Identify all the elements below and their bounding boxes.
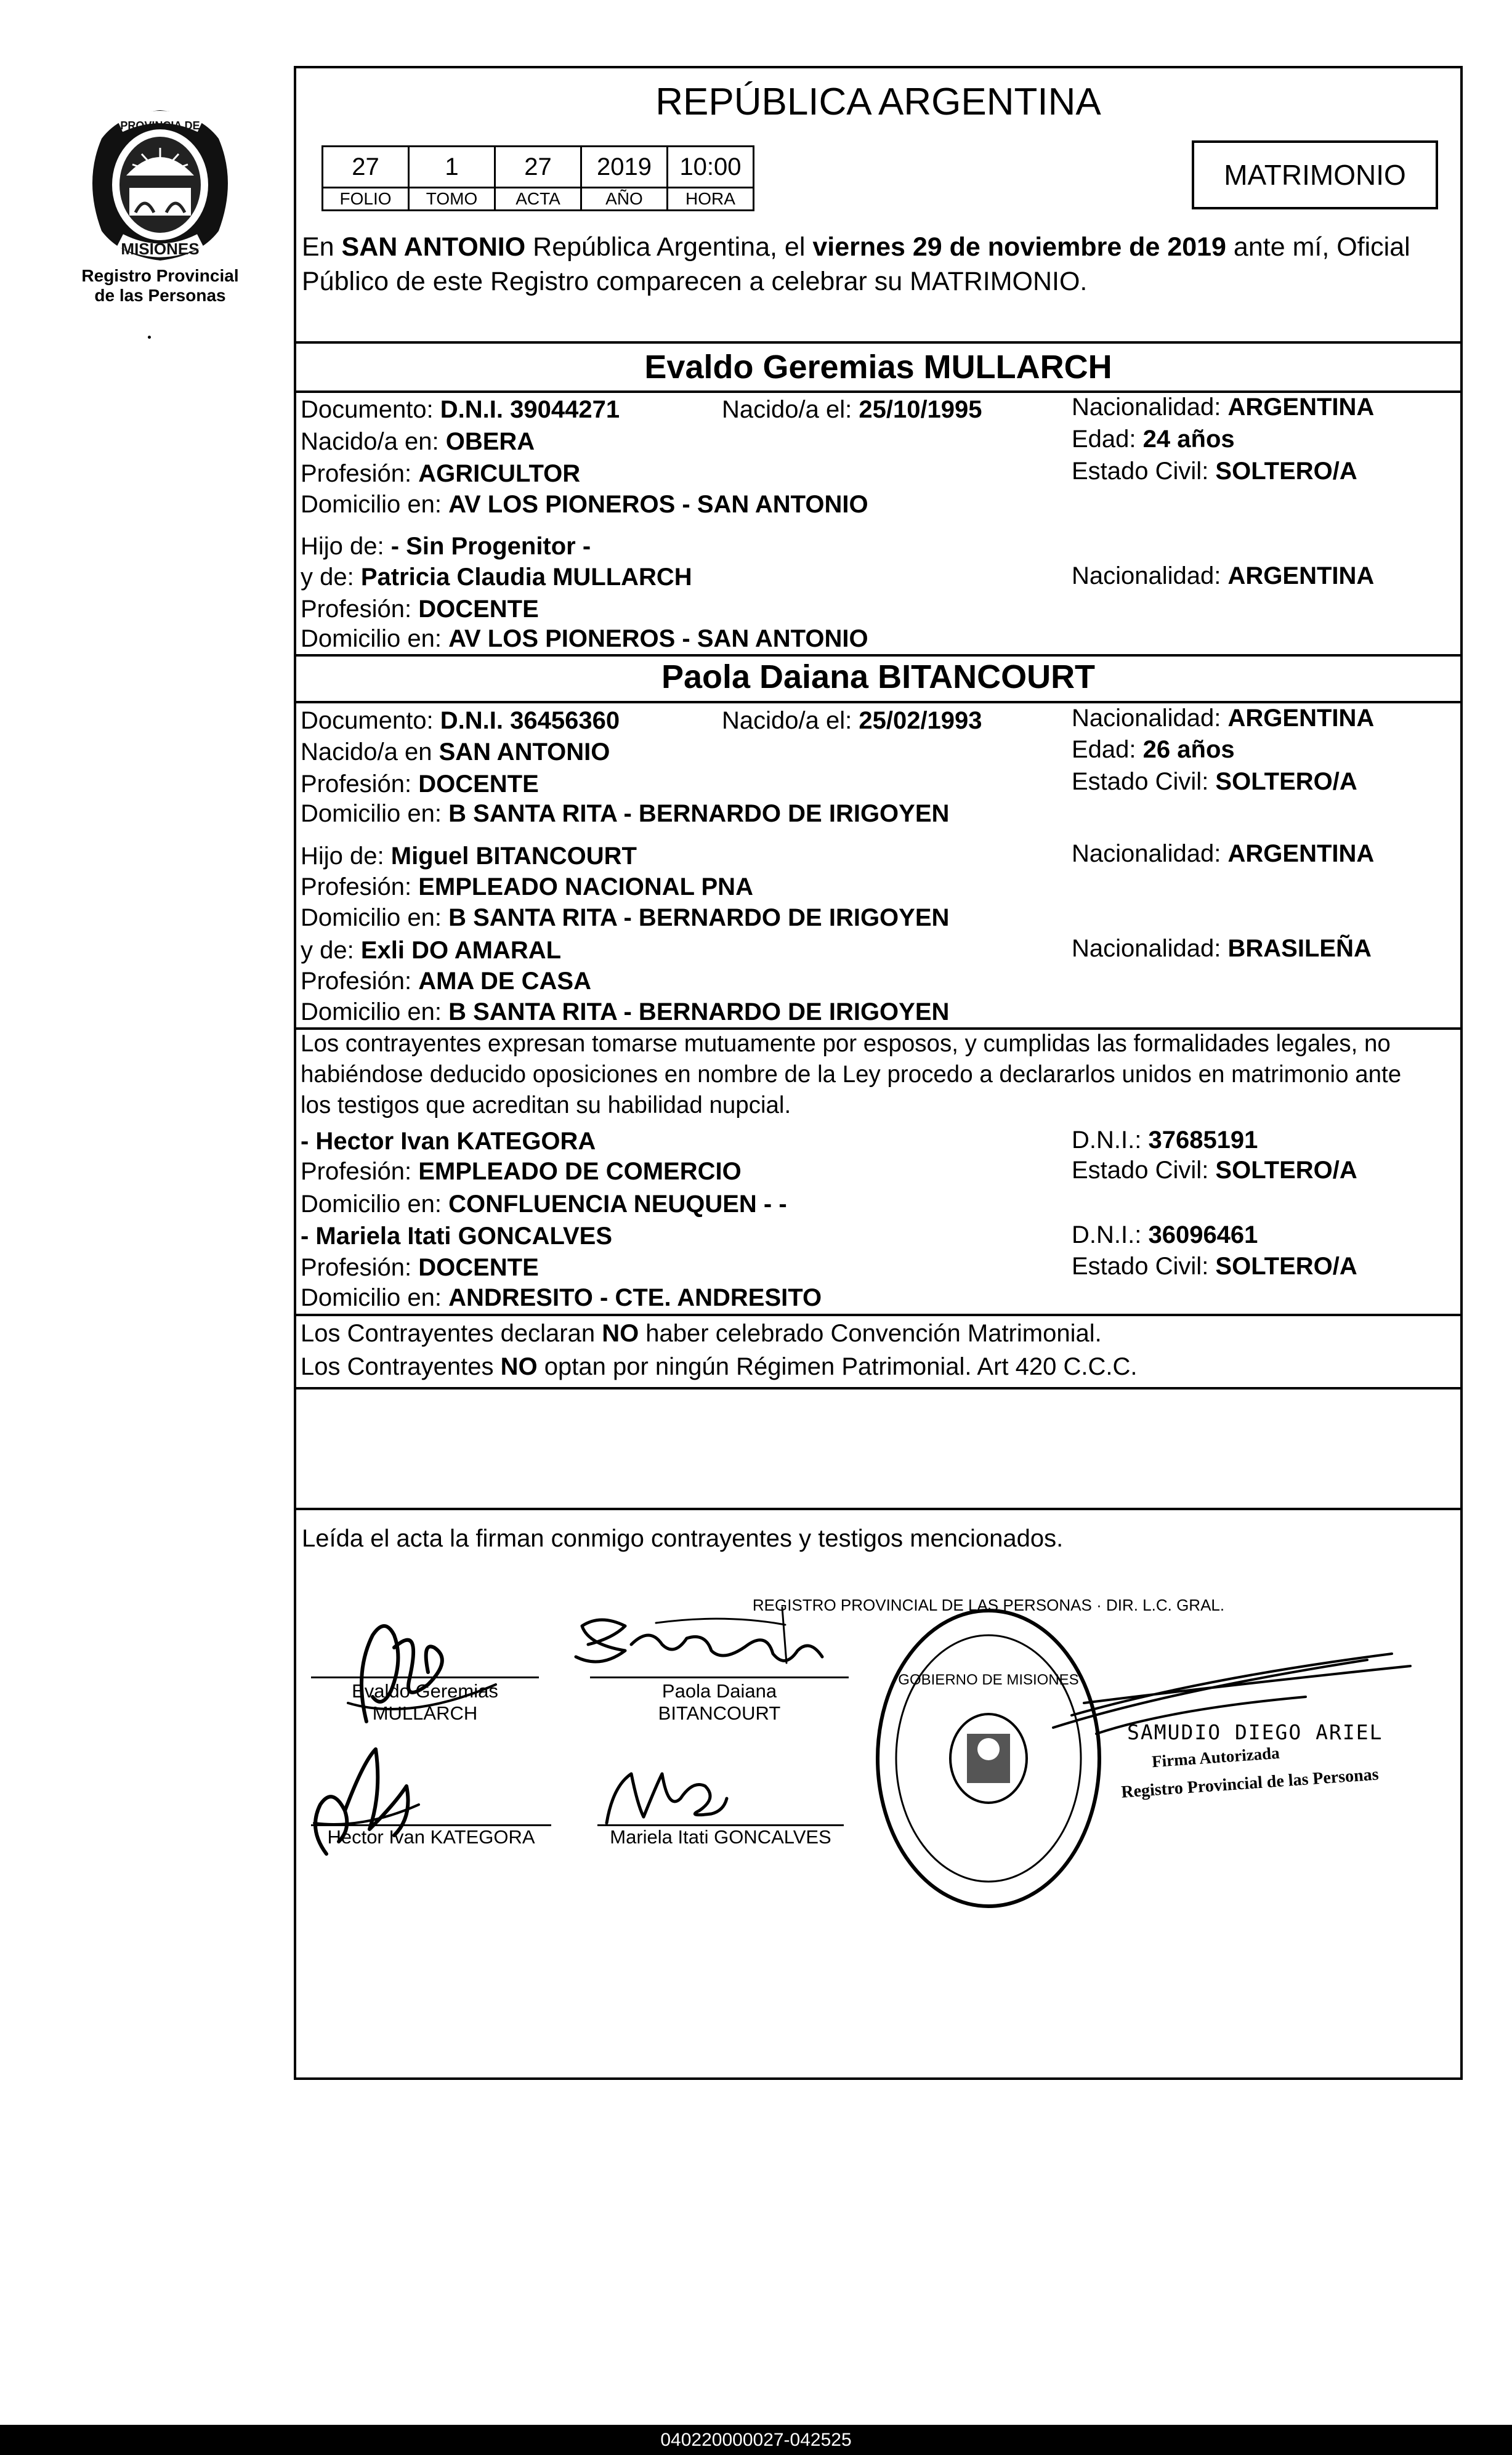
spouse1-nationality: Nacionalidad: ARGENTINA [1072, 394, 1375, 421]
spouse1-document: Documento: D.N.I. 39044271 [301, 396, 620, 423]
witness1-address: Domicilio en: CONFLUENCIA NEUQUEN - - [301, 1191, 787, 1218]
witness2-address: Domicilio en: ANDRESITO - CTE. ANDRESITO [301, 1284, 822, 1311]
spouse1-parent-address: Domicilio en: AV LOS PIONEROS - SAN ANTONIO [301, 625, 868, 652]
spouse1-parent-profession: Profesión: DOCENTE [301, 596, 539, 623]
divider [294, 341, 1463, 344]
spouse1-age: Edad: 24 años [1072, 426, 1235, 453]
country-title: REPÚBLICA ARGENTINA [655, 81, 1101, 123]
acta-label: ACTA [495, 188, 581, 211]
officer-role: Firma Autorizada [1151, 1743, 1280, 1771]
convention-line2: Los Contrayentes NO optan por ningún Régimen Patrimonial. Art 420 C.C.C. [301, 1353, 1138, 1380]
signature-witness1-icon [302, 1737, 437, 1866]
divider [294, 1314, 1463, 1316]
spouse2-nationality: Nacionalidad: ARGENTINA [1072, 705, 1375, 732]
registry-caption: Registro Provincial de las Personas [81, 266, 239, 305]
spouse2-father-nationality: Nacionalidad: ARGENTINA [1072, 840, 1375, 867]
registry-logo [77, 102, 243, 265]
spouse1-father: Hijo de: - Sin Progenitor - [301, 533, 591, 560]
declaration-text: Los contrayentes expresan tomarse mutuamente por esposos, y cumplidas las formalidades legales, no habiéndose deducido oposiciones en nombre de la Ley procedo a declararlos unidos en matrimonio ante los testigos que acreditan su habilidad nupcial. [301, 1030, 1402, 1118]
spouse2-birthdate: Nacido/a el: 25/02/1993 [722, 707, 982, 734]
witness1-dni: D.N.I.: 37685191 [1072, 1126, 1258, 1154]
svg-text:MISIONES: MISIONES [121, 240, 200, 258]
svg-text:GOBIERNO DE MISIONES: GOBIERNO DE MISIONES [898, 1672, 1079, 1688]
spouse1-birthplace: Nacido/a en: OBERA [301, 428, 535, 455]
spouse1-mother: y de: Patricia Claudia MULLARCH [301, 564, 692, 591]
tomo-label: TOMO [409, 188, 495, 211]
year-label: AÑO [581, 188, 668, 211]
spouse2-mother-nationality: Nacionalidad: BRASILEÑA [1072, 935, 1372, 962]
signature-witness2-icon [594, 1749, 736, 1835]
acta-value: 27 [495, 147, 581, 188]
svg-text:REGISTRO PROVINCIAL DE LAS PER: REGISTRO PROVINCIAL DE LAS PERSONAS · DIR. L.C. GRAL. [752, 1596, 1225, 1614]
spouse2-birthplace: Nacido/a en SAN ANTONIO [301, 738, 610, 766]
tomo-value: 1 [409, 147, 495, 188]
spouse2-mother-address: Domicilio en: B SANTA RITA - BERNARDO DE IRIGOYEN [301, 998, 950, 1025]
divider [294, 1508, 1463, 1510]
witness2-civil-status: Estado Civil: SOLTERO/A [1072, 1253, 1357, 1280]
spouse2-mother: y de: Exli DO AMARAL [301, 937, 562, 964]
witness2-name: - Mariela Itati GONCALVES [301, 1223, 613, 1250]
closing-text: Leída el acta la firman conmigo contrayentes y testigos mencionados. [302, 1525, 1064, 1552]
witness1-profession: Profesión: EMPLEADO DE COMERCIO [301, 1158, 742, 1185]
hour-value: 10:00 [668, 147, 754, 188]
document-code-bar: 040220000027-042525 [0, 2425, 1512, 2455]
witness2-profession: Profesión: DOCENTE [301, 1254, 539, 1281]
spouse1-civil-status: Estado Civil: SOLTERO/A [1072, 458, 1357, 485]
folio-label: FOLIO [323, 188, 409, 211]
spouse2-age: Edad: 26 años [1072, 736, 1235, 763]
signature-label-spouse1: Evaldo Geremias MULLARCH [352, 1680, 498, 1724]
hour-label: HORA [668, 188, 754, 211]
spouse2-document: Documento: D.N.I. 36456360 [301, 707, 620, 734]
registry-table [321, 145, 754, 211]
witness1-civil-status: Estado Civil: SOLTERO/A [1072, 1157, 1357, 1184]
intro-text: En SAN ANTONIO República Argentina, el viernes 29 de noviembre de 2019 ante mí, Oficial Público de este Registro comparecen a celebrar su MATRIMONIO. [302, 232, 1410, 296]
folio-value: 27 [323, 147, 409, 188]
signature-spouse1-icon [336, 1611, 520, 1734]
act-type-box: MATRIMONIO [1192, 140, 1438, 209]
convention-line1: Los Contrayentes declaran NO haber celebrado Convención Matrimonial. [301, 1320, 1102, 1347]
spouse2-father: Hijo de: Miguel BITANCOURT [301, 843, 637, 870]
spouse2-profession: Profesión: DOCENTE [301, 770, 539, 798]
ink-dot [148, 336, 151, 339]
spouse1-birthdate: Nacido/a el: 25/10/1995 [722, 396, 982, 423]
spouse2-father-profession: Profesión: EMPLEADO NACIONAL PNA [301, 873, 753, 900]
spouse2-mother-profession: Profesión: AMA DE CASA [301, 968, 591, 995]
spouse2-address: Domicilio en: B SANTA RITA - BERNARDO DE IRIGOYEN [301, 800, 950, 827]
signature-spouse2-icon [564, 1601, 828, 1688]
spouse1-name: Evaldo Geremias MULLARCH [644, 349, 1112, 386]
signature-label-witness1: Hector Ivan KATEGORA [327, 1826, 535, 1848]
officer-organization: Registro Provincial de las Personas [1120, 1765, 1380, 1802]
witness2-dni: D.N.I.: 36096461 [1072, 1221, 1258, 1248]
spouse2-civil-status: Estado Civil: SOLTERO/A [1072, 768, 1357, 795]
divider [294, 654, 1463, 657]
signature-label-spouse2: Paola Daiana BITANCOURT [658, 1680, 781, 1724]
witness1-name: - Hector Ivan KATEGORA [301, 1128, 596, 1155]
divider [294, 1387, 1463, 1389]
svg-text:PROVINCIA DE: PROVINCIA DE [120, 119, 200, 132]
spouse2-name: Paola Daiana BITANCOURT [661, 658, 1096, 695]
year-value: 2019 [581, 147, 668, 188]
officer-name: SAMUDIO DIEGO ARIEL [1127, 1720, 1383, 1744]
spouse2-father-address: Domicilio en: B SANTA RITA - BERNARDO DE IRIGOYEN [301, 904, 950, 931]
spouse1-profession: Profesión: AGRICULTOR [301, 460, 581, 487]
signature-label-witness2: Mariela Itati GONCALVES [610, 1826, 831, 1848]
spouse1-mother-nationality: Nacionalidad: ARGENTINA [1072, 562, 1375, 589]
province-seal-icon [77, 102, 243, 265]
spouse1-address: Domicilio en: AV LOS PIONEROS - SAN ANTONIO [301, 491, 868, 518]
